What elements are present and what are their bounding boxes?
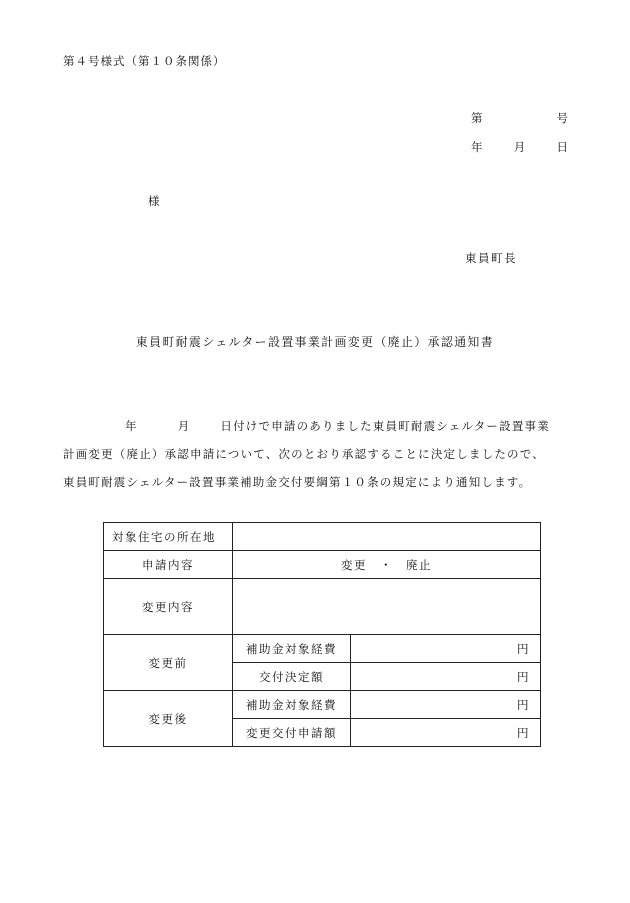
document-number-suffix: 号 [556,111,568,125]
body-month: 月 [177,419,191,433]
document-number-prefix: 第 [471,111,483,125]
grant-decision-yen: 円 [351,663,541,691]
document-number-line [471,110,568,126]
date-month: 月 [513,140,526,154]
before-subsidy-cost-yen: 円 [351,635,541,663]
table-row [104,579,541,635]
change-content-value [233,579,541,635]
recipient-suffix: 様 [148,194,160,208]
address-value [233,523,541,551]
table-row [104,691,541,719]
grant-decision-label: 交付決定額 [233,663,351,691]
body-line-1 [63,418,573,434]
after-label: 変更後 [104,691,233,747]
change-content-label: 変更内容 [104,579,233,635]
change-application-yen: 円 [351,719,541,747]
table-row [104,523,541,551]
after-subsidy-cost-yen: 円 [351,691,541,719]
application-options: 変更 ・ 廃止 [233,551,541,579]
table-row [104,635,541,663]
body-line-1-text: 日付けで申請のありました東員町耐震シェルター設置事業 [220,419,550,433]
issuer-name: 東員町長 [465,251,517,265]
document-title: 東員町耐震シェルター設置事業計画変更（廃止）承認通知書 [135,335,495,349]
body-line-3: 東員町耐震シェルター設置事業補助金交付要綱第１０条の規定により通知します。 [63,475,532,489]
table-row [104,551,541,579]
application-label: 申請内容 [104,551,233,579]
form-number: 第４号様式（第１０条関係） [63,54,226,68]
document-date-line [471,139,568,155]
before-subsidy-cost-label: 補助金対象経費 [233,635,351,663]
date-year: 年 [471,140,483,154]
details-table [103,522,541,747]
before-label: 変更前 [104,635,233,691]
body-year: 年 [125,419,138,433]
body-line-2: 計画変更（廃止）承認申請について、次のとおり承認することに決定しましたので、 [63,447,545,461]
address-label: 対象住宅の所在地 [104,523,233,551]
after-subsidy-cost-label: 補助金対象経費 [233,691,351,719]
date-day: 日 [556,140,568,154]
change-application-label: 変更交付申請額 [233,719,351,747]
